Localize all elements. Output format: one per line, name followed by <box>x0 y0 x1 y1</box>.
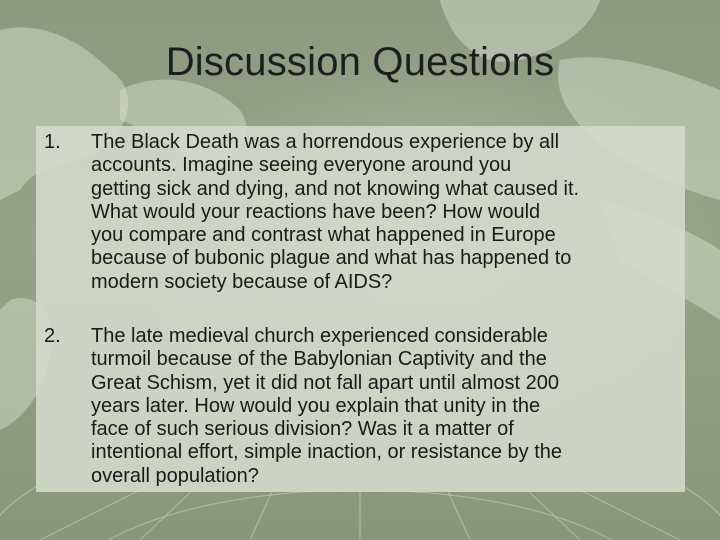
questions-box <box>36 126 685 492</box>
question-text: The Black Death was a horrendous experience by all accounts. Imagine seeing everyone around you getting sick and dying, and not knowing what caused it. What would your reactions have been? How would you compare and contrast what happened in Europe because of bubonic plague and what has happened to modern society because of AIDS? <box>91 131 580 293</box>
question-text: The late medieval church experienced considerable turmoil because of the Babylonian Captivity and the Great Schism, yet it did not fall apart until almost 200 years later. How would you explain that unity in the face of such serious division? Was it a matter of intentional effort, simple inaction, or resistance by the overall population? <box>91 325 562 487</box>
question-number: 1. <box>44 131 61 153</box>
question-number: 2. <box>44 325 61 347</box>
slide-title: Discussion Questions <box>165 40 555 84</box>
